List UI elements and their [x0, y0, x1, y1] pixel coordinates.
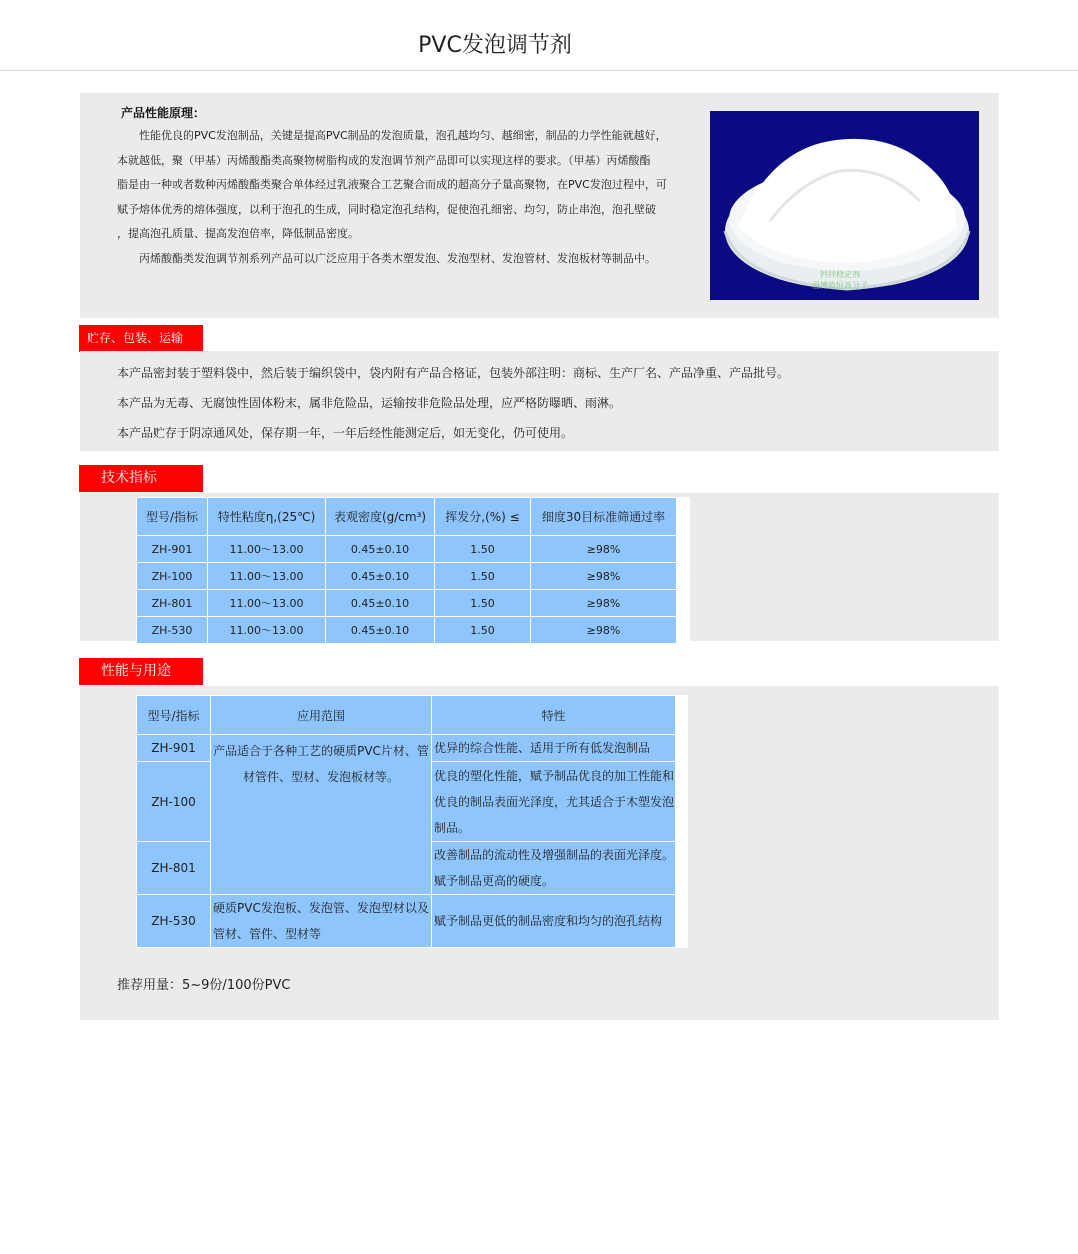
feature-cell — [432, 762, 676, 842]
tab-tech-specs: 技术指标 — [79, 465, 203, 492]
principle-line: 脂是由一种或者数种丙烯酸酯类聚合单体经过乳液聚合工艺聚合而成的超高分子量高聚物，在PVC发泡过程中，可 — [117, 178, 667, 191]
table-cell: 11.00～13.00 — [208, 590, 326, 617]
table-row — [137, 735, 676, 762]
table-cell: 11.00～13.00 — [208, 536, 326, 563]
table-cell: ≥98% — [531, 536, 677, 563]
table-header-cell: 表观密度(g/cm³) — [326, 498, 435, 536]
principle-line: 性能优良的PVC发泡制品，关键是提高PVC制品的发泡质量，泡孔越均匀、越细密，制品的力学性能就越好， — [117, 129, 667, 142]
principle-line: 本就越低，聚（甲基）丙烯酸酯类高聚物树脂构成的发泡调节剂产品即可以实现这样的要求。（甲基）丙烯酸酯 — [117, 153, 651, 167]
model-cell: ZH-100 — [137, 762, 211, 842]
table-cell: ≥98% — [531, 563, 677, 590]
recommended-dosage: 推荐用量：5~9份/100份PVC — [117, 978, 291, 993]
product-photo — [710, 111, 979, 300]
table-row — [137, 895, 676, 948]
storage-line: 本产品为无毒、无腐蚀性固体粉末，属非危险品，运输按非危险品处理，应严格防曝晒、雨淋。 — [117, 396, 622, 410]
table-cell: 1.50 — [435, 617, 531, 644]
tab-storage: 贮存、包装、运输 — [79, 325, 203, 352]
storage-line: 本产品贮存于阴凉通风处，保存期一年，一年后经性能测定后，如无变化，仍可使用。 — [117, 426, 574, 440]
usage-table — [136, 695, 676, 948]
photo-caption-1: 钙锌稳定剂 — [820, 270, 860, 279]
model-cell: ZH-801 — [137, 842, 211, 895]
table-cell: ≥98% — [531, 590, 677, 617]
table-cell: 11.00～13.00 — [208, 563, 326, 590]
table-cell: 0.45±0.10 — [326, 617, 435, 644]
principle-heading: 产品性能原理： — [121, 106, 206, 120]
storage-line: 本产品密封装于塑料袋中，然后装于编织袋中，袋内附有产品合格证，包装外部注明：商标、生产厂名、产品净重、产品批号。 — [117, 366, 790, 380]
table-cell: 0.45±0.10 — [326, 590, 435, 617]
table-cell: 1.50 — [435, 563, 531, 590]
scope-line: 材管件、型材、发泡板材等。 — [242, 770, 399, 784]
principle-line: 赋予熔体优秀的熔体强度，以利于泡孔的生成，同时稳定泡孔结构，促使泡孔细密、均匀，防止串泡，泡孔壁破 — [117, 202, 656, 216]
table-cell: 11.00～13.00 — [208, 617, 326, 644]
table-cell: 0.45±0.10 — [326, 563, 435, 590]
scope-line: 管材、管件、型材等 — [213, 927, 322, 941]
scope-line: 产品适合于各种工艺的硬质PVC片材、管 — [213, 744, 429, 758]
feature-line: 优良的塑化性能，赋予制品优良的加工性能和 — [434, 768, 675, 783]
table-row — [137, 617, 677, 644]
table-header-cell: 特性 — [432, 696, 676, 735]
feature-line: 优良的制品表面光泽度，尤其适合于木塑发泡 — [434, 794, 675, 809]
table-row — [137, 563, 677, 590]
table-row — [137, 590, 677, 617]
table-cell: ZH-100 — [137, 563, 208, 590]
table-cell: ≥98% — [531, 617, 677, 644]
model-cell: ZH-530 — [137, 895, 211, 948]
table-header-row — [137, 696, 676, 735]
table-header-cell: 细度30目标准筛通过率 — [531, 498, 677, 536]
table-header-cell: 型号/指标 — [137, 696, 211, 735]
table-cell: 1.50 — [435, 590, 531, 617]
table-cell: ZH-530 — [137, 617, 208, 644]
table-row — [137, 536, 677, 563]
feature-cell: 优异的综合性能、适用于所有低发泡制品 — [432, 735, 676, 762]
table-header-cell: 挥发分,(%) ≤ — [435, 498, 531, 536]
table-header-row — [137, 498, 677, 536]
feature-line: 改善制品的流动性及增强制品的表面光泽度。 — [434, 848, 675, 862]
feature-cell: 赋予制品更低的制品密度和均匀的泡孔结构 — [432, 895, 676, 948]
table-cell: ZH-901 — [137, 536, 208, 563]
title-divider — [0, 70, 1078, 71]
table-header-cell: 型号/指标 — [137, 498, 208, 536]
table-header-cell: 特性粘度η,(25℃) — [208, 498, 326, 536]
table-cell: ZH-801 — [137, 590, 208, 617]
feature-cell — [432, 842, 676, 895]
table-cell: 1.50 — [435, 536, 531, 563]
feature-line: 制品。 — [434, 820, 471, 835]
scope-cell — [211, 895, 432, 948]
powder-dish-illustration — [710, 111, 979, 300]
principle-line: ，提高泡孔质量、提高发泡倍率，降低制品密度。 — [117, 227, 359, 240]
table-header-cell: 应用范围 — [211, 696, 432, 735]
principle-line: 丙烯酸酯类发泡调节剂系列产品可以广泛应用于各类木塑发泡、发泡型材、发泡管材、发泡板材等制品中。 — [117, 251, 656, 264]
model-cell: ZH-901 — [137, 735, 211, 762]
photo-caption-2: 淄博致恒高分子 — [812, 281, 868, 290]
page-title: PVC发泡调节剂 — [418, 33, 572, 58]
scope-cell — [211, 735, 432, 895]
principle-text — [117, 124, 712, 264]
scope-line: 硬质PVC发泡板、发泡管、发泡型材以及 — [213, 901, 429, 915]
tech-table — [136, 497, 677, 644]
table-cell: 0.45±0.10 — [326, 536, 435, 563]
feature-line: 赋予制品更高的硬度。 — [434, 874, 555, 888]
tab-performance-usage: 性能与用途 — [79, 658, 203, 685]
